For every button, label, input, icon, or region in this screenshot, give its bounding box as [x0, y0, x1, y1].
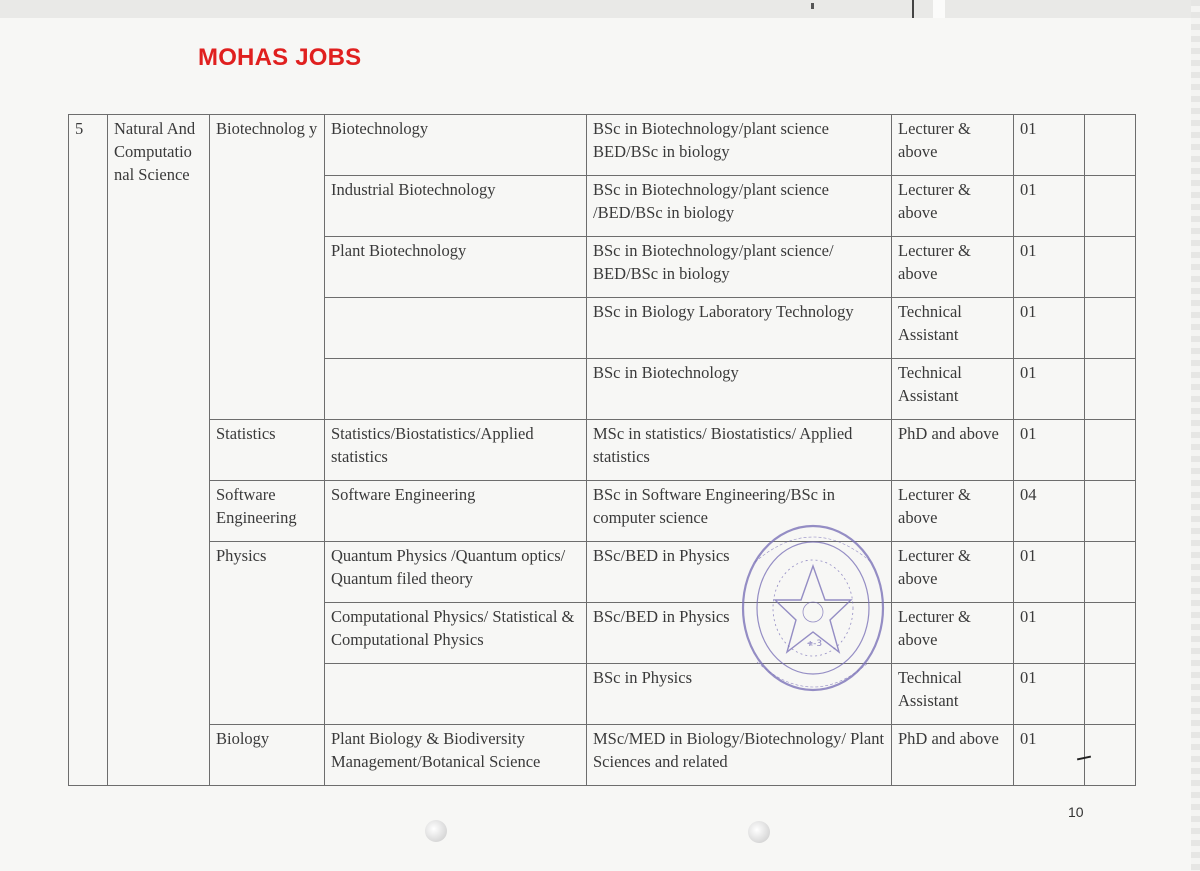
specialization-cell: Biotechnology [325, 115, 587, 176]
required-number-cell: 01 [1014, 115, 1085, 176]
empty-cell [1085, 237, 1136, 298]
specialization-cell: Quantum Physics /Quantum optics/ Quantum filed theory [325, 542, 587, 603]
page-right-edge [1191, 0, 1200, 871]
empty-cell [1085, 298, 1136, 359]
academic-rank-cell: PhD and above [892, 420, 1014, 481]
table-row [69, 481, 1136, 542]
qualification-cell: BSc in Biotechnology/plant science /BED/BSc in biology [587, 176, 892, 237]
empty-cell [1085, 359, 1136, 420]
department-cell: Physics [210, 542, 325, 725]
specialization-cell: Statistics/Biostatistics/Applied statistics [325, 420, 587, 481]
qualification-cell: MSc/MED in Biology/Biotechnology/ Plant Sciences and related [587, 725, 892, 786]
required-number-cell: 01 [1014, 420, 1085, 481]
specialization-cell: Computational Physics/ Statistical & Computational Physics [325, 603, 587, 664]
required-number-cell: 01 [1014, 664, 1085, 725]
academic-rank-cell: Technical Assistant [892, 359, 1014, 420]
department-cell: Software Engineering [210, 481, 325, 542]
page-edge-gap [933, 0, 945, 18]
table-row [69, 542, 1136, 603]
empty-cell [1085, 420, 1136, 481]
academic-rank-cell: Lecturer & above [892, 237, 1014, 298]
qualification-cell: MSc in statistics/ Biostatistics/ Applied statistics [587, 420, 892, 481]
specialization-cell: Industrial Biotechnology [325, 176, 587, 237]
department-cell: Biotechnolog y [210, 115, 325, 420]
qualification-cell: BSc in Biotechnology [587, 359, 892, 420]
qualification-cell: BSc in Biology Laboratory Technology [587, 298, 892, 359]
scan-speck [811, 3, 814, 9]
page-top-strip [0, 0, 1200, 18]
specialization-cell [325, 298, 587, 359]
specialization-cell [325, 359, 587, 420]
empty-cell [1085, 603, 1136, 664]
academic-rank-cell: Lecturer & above [892, 603, 1014, 664]
required-number-cell: 01 [1014, 725, 1085, 786]
vacancy-table-body [69, 115, 1136, 786]
department-cell: Biology [210, 725, 325, 786]
academic-rank-cell: Technical Assistant [892, 298, 1014, 359]
qualification-cell: BSc/BED in Physics [587, 603, 892, 664]
required-number-cell: 04 [1014, 481, 1085, 542]
specialization-cell: Plant Biology & Biodiversity Management/Botanical Science [325, 725, 587, 786]
required-number-cell: 01 [1014, 237, 1085, 298]
academic-rank-cell: Lecturer & above [892, 176, 1014, 237]
required-number-cell: 01 [1014, 298, 1085, 359]
specialization-cell: Software Engineering [325, 481, 587, 542]
specialization-cell [325, 664, 587, 725]
empty-cell [1085, 542, 1136, 603]
table-row [69, 115, 1136, 176]
specialization-cell: Plant Biotechnology [325, 237, 587, 298]
required-number-cell: 01 [1014, 603, 1085, 664]
punch-hole [748, 821, 770, 843]
academic-rank-cell: Technical Assistant [892, 664, 1014, 725]
field-of-study-cell: Natural And Computatio nal Science [108, 115, 210, 786]
academic-rank-cell: Lecturer & above [892, 115, 1014, 176]
punch-hole [425, 820, 447, 842]
table-row [69, 725, 1136, 786]
academic-rank-cell: Lecturer & above [892, 542, 1014, 603]
table-row [69, 420, 1136, 481]
row-number-cell: 5 [69, 115, 108, 786]
empty-cell [1085, 664, 1136, 725]
empty-cell [1085, 481, 1136, 542]
department-cell: Statistics [210, 420, 325, 481]
empty-cell [1085, 725, 1136, 786]
seal-emblem-number: ቁ-3 [807, 639, 823, 649]
qualification-cell: BSc in Biotechnology/plant science BED/BSc in biology [587, 115, 892, 176]
qualification-cell: BSc in Physics [587, 664, 892, 725]
page-number: 10 [1068, 804, 1084, 820]
required-number-cell: 01 [1014, 176, 1085, 237]
empty-cell [1085, 115, 1136, 176]
brand-watermark: MOHAS JOBS [198, 44, 362, 71]
vacancy-table [68, 114, 1136, 786]
academic-rank-cell: Lecturer & above [892, 481, 1014, 542]
required-number-cell: 01 [1014, 542, 1085, 603]
qualification-cell: BSc in Biotechnology/plant science/ BED/BSc in biology [587, 237, 892, 298]
page-edge-line [912, 0, 914, 18]
empty-cell [1085, 176, 1136, 237]
required-number-cell: 01 [1014, 359, 1085, 420]
academic-rank-cell: PhD and above [892, 725, 1014, 786]
qualification-cell: BSc in Software Engineering/BSc in computer science [587, 481, 892, 542]
qualification-cell: BSc/BED in Physics [587, 542, 892, 603]
